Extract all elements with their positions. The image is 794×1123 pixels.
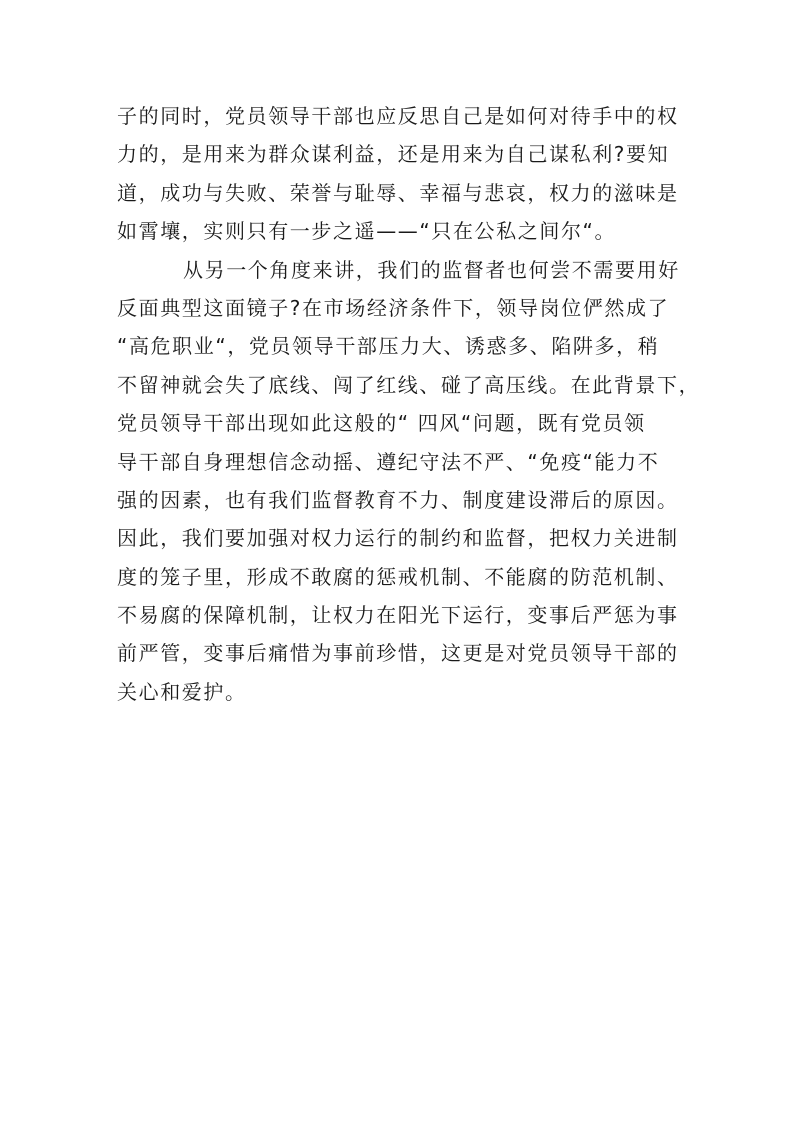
paragraph-line: 关心和爱护。 bbox=[117, 679, 247, 704]
paragraph-line: 强的因素，也有我们监督教育不力、制度建设滞后的原因。 bbox=[117, 487, 679, 512]
paragraph-first-line: 从另一个角度来讲，我们的监督者也何尝不需要用好 bbox=[183, 257, 680, 282]
paragraph-line: 不留神就会失了底线、闯了红线、碰了高压线。在此背景下， bbox=[117, 372, 701, 397]
paragraph-line: 子的同时，党员领导干部也应反思自己是如何对待手中的权 bbox=[117, 104, 679, 128]
paragraph-line: 因此，我们要加强对权力运行的制约和监督，把权力关进制 bbox=[117, 526, 679, 551]
paragraph-line: 前严管，变事后痛惜为事前珍惜，这更是对党员领导干部的 bbox=[117, 641, 679, 666]
paragraph-line: 道，成功与失败、荣誉与耻辱、幸福与悲哀，权力的滋味是 bbox=[117, 180, 679, 205]
paragraph-line: 如霄壤，实则只有一步之遥——“只在公私之间尔“。 bbox=[117, 219, 617, 244]
paragraph-line: 力的，是用来为群众谋利益，还是用来为自己谋私利?要知 bbox=[117, 142, 670, 167]
body-text bbox=[117, 97, 701, 711]
paragraph-line: 党员领导干部出现如此这般的“ 四风“问题，既有党员领 bbox=[117, 411, 646, 436]
paragraph-line: 反面典型这面镜子?在市场经济条件下，领导岗位俨然成了 bbox=[117, 295, 670, 320]
paragraph-line: “高危职业“，党员领导干部压力大、诱惑多、陷阱多，稍 bbox=[117, 334, 660, 359]
paragraph-line: 度的笼子里，形成不敢腐的惩戒机制、不能腐的防范机制、 bbox=[117, 564, 679, 589]
paragraph-line: 不易腐的保障机制，让权力在阳光下运行，变事后严惩为事 bbox=[117, 603, 679, 628]
paragraph-line: 导干部自身理想信念动摇、遵纪守法不严、“免疫“能力不 bbox=[117, 449, 660, 474]
